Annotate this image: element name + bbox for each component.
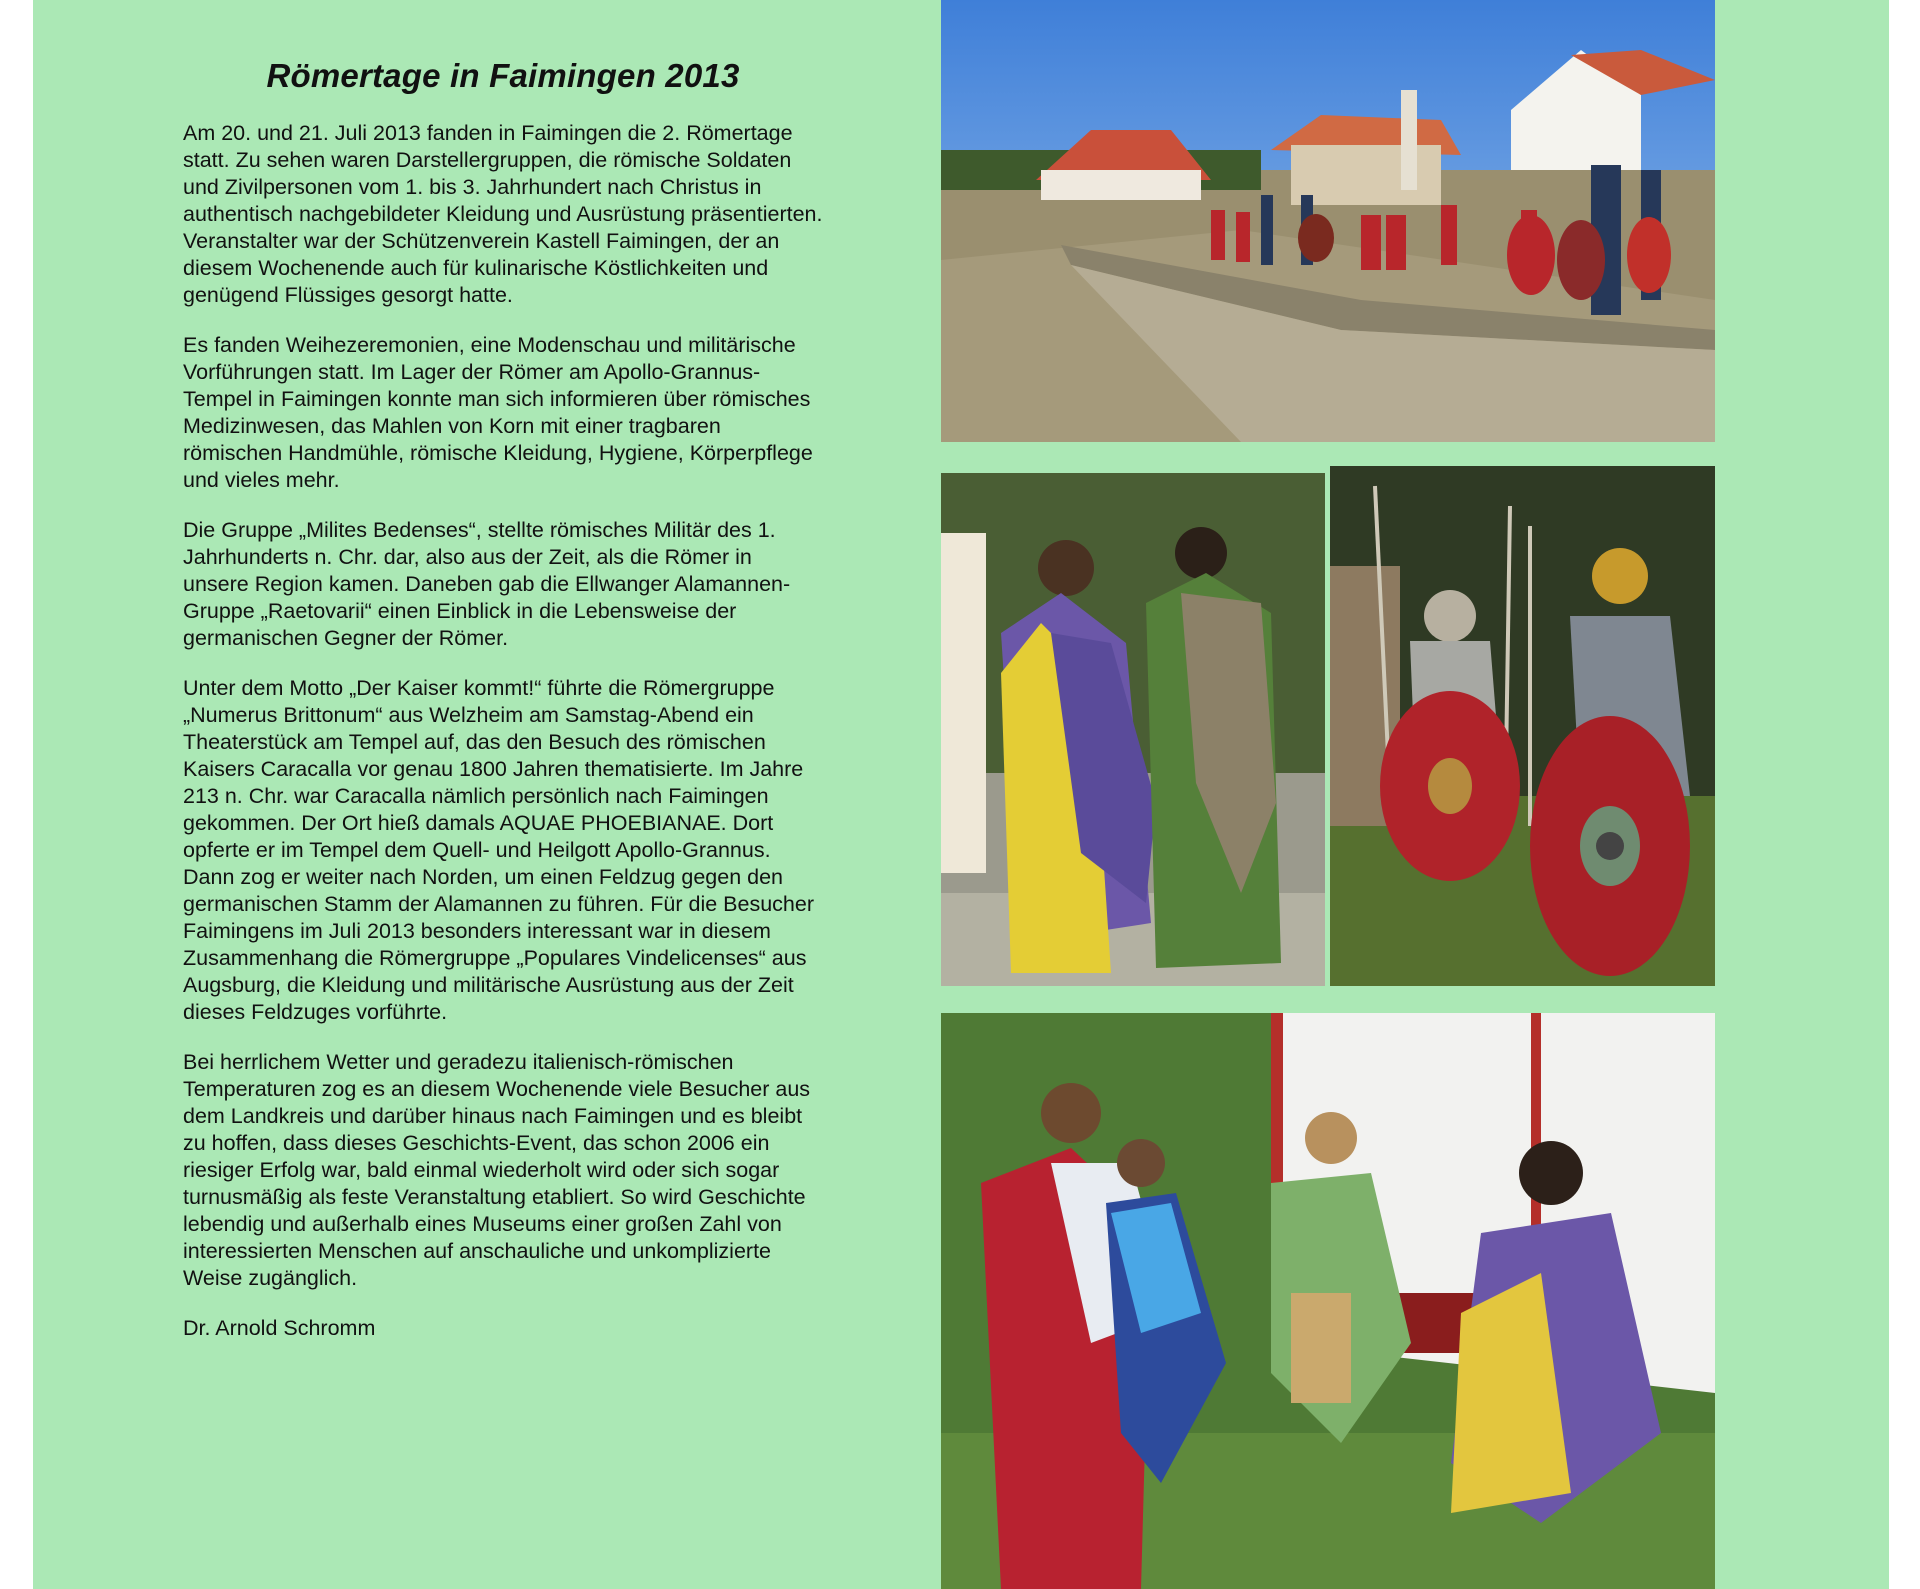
photo-tent-scene [941, 1013, 1715, 1589]
article-paragraph-4: Unter dem Motto „Der Kaiser kommt!“ führte die Römergruppe „Numerus Brittonum“ aus Welzheim am Samstag-Abend ein Theaterstück am Tempel auf, das den Besuch des römischen Kaisers Caracalla vor genau 1800 Jahren thematisierte. Im Jahre 213 n. Chr. war Caracalla nämlich persönlich nach Faimingen gekommen. Der Ort hieß damals AQUAE PHOEBIANAE. Dort opferte er im Tempel dem Quell- und Heilgott Apollo-Grannus. Dann zog er weiter nach Norden, um einen Feldzug gegen den germanischen Stamm der Alamannen zu führen. Für die Besucher Faimingens im Juli 2013 besonders interessant war in diesem Zusammenhang die Römergruppe „Populares Vindelicenses“ aus Augsburg, die Kleidung und militärische Ausrüstung aus der Zeit dieses Feldzuges vorführte. [183, 676, 814, 1024]
photo-temple-ruins [941, 0, 1715, 442]
article [183, 54, 823, 1365]
article-paragraph-2: Es fanden Weihezeremonien, eine Modenschau und militärische Vorführungen statt. Im Lager der Römer am Apollo-Grannus-Tempel in Faimingen konnte man sich informieren über römisches Medizinwesen, das Mahlen von Korn mit einer tragbaren römischen Handmühle, römische Kleidung, Hygiene, Körperpflege und vieles mehr. [183, 333, 813, 492]
page-background [33, 0, 1889, 1589]
article-paragraph-3: Die Gruppe „Milites Bedenses“, stellte römisches Militär des 1. Jahrhunderts n. Chr. dar, also aus der Zeit, als die Römer in unsere Region kamen. Daneben gab die Ellwanger Alamannen-Gruppe „Raetovarii“ einen Einblick in die Lebensweise der germanischen Gegner der Römer. [183, 518, 791, 650]
article-author: Dr. Arnold Schromm [183, 1316, 376, 1340]
article-paragraph-1: Am 20. und 21. Juli 2013 fanden in Faimingen die 2. Römertage statt. Zu sehen waren Darstellergruppen, die römische Soldaten und Zivilpersonen vom 1. bis 3. Jahrhundert nach Christus in authentisch nachgebildeter Kleidung und Ausrüstung präsentierten. Veranstalter war der Schützenverein Kastell Faimingen, der an diesem Wochenende auch für kulinarische Köstlichkeiten und genügend Flüssiges gesorgt hatte. [183, 121, 823, 307]
article-title: Römertage in Faimingen 2013 [266, 57, 740, 94]
article-paragraph-5: Bei herrlichem Wetter und geradezu italienisch-römischen Temperaturen zog es an diesem Wochenende viele Besucher aus dem Landkreis und darüber hinaus nach Faimingen und es bleibt zu hoffen, dass dieses Geschichts-Event, das schon 2006 ein riesiger Erfolg war, bald einmal wiederholt wird oder sich sogar turnusmäßig als feste Veranstaltung etabliert. So wird Geschichte lebendig und außerhalb eines Museums einer großen Zahl von interessierten Menschen auf anschauliche und unkomplizierte Weise zugänglich. [183, 1050, 811, 1290]
photo-two-women [941, 473, 1325, 986]
photo-soldiers-shields [1330, 466, 1715, 986]
